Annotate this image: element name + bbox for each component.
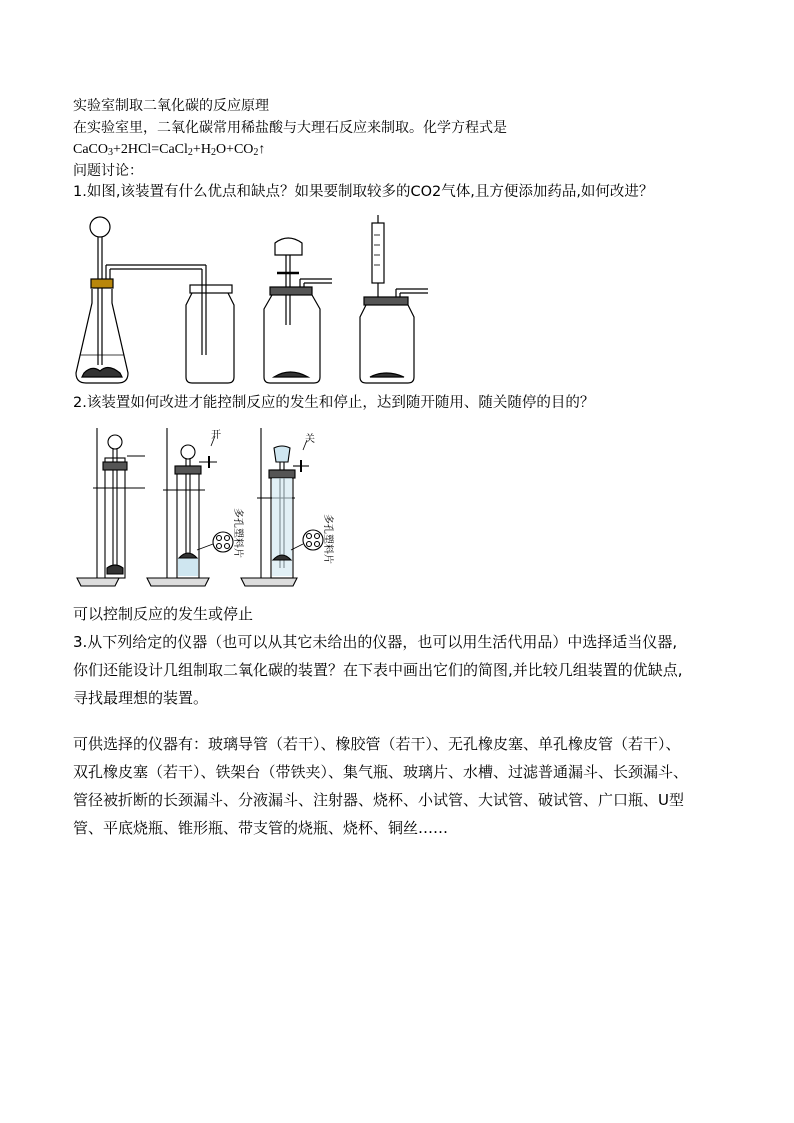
figure-2-apparatus [75, 418, 360, 593]
answer-2: 可以控制反应的发生或停止 [73, 605, 254, 623]
heading: 实验室制取二氧化碳的反应原理 [73, 98, 269, 114]
label-close: 关 [305, 434, 315, 445]
label-plate-1: 多孔塑料片 [232, 508, 243, 558]
label-open: 开 [211, 430, 221, 441]
discussion-label: 问题讨论： [73, 163, 143, 179]
question-1: 1.如图,该装置有什么优点和缺点？如果要制取较多的CO2气体,且方便添加药品,如何改进？ [73, 184, 654, 200]
intro-text: 在实验室里，二氧化碳常用稀盐酸与大理石反应来制取。化学方程式是 [73, 120, 507, 136]
figure-1-apparatus [70, 205, 440, 390]
label-plate-2: 多孔塑料片 [322, 514, 333, 564]
instrument-list: 可供选择的仪器有：玻璃导管（若干）、橡胶管（若干）、无孔橡皮塞、单孔橡皮管（若干）、 双孔橡皮塞（若干）、铁架台（带铁夹）、集气瓶、玻璃片、水槽、过滤普通漏斗、长颈漏斗、 管径被折断的长颈漏斗、分液漏斗、注射器、烧杯、小试管、大试管、破试管、广口瓶、U型 管、平底烧瓶、锥形瓶、带支管的烧瓶、烧杯、铜丝…… [73, 735, 689, 837]
question-3: 3.从下列给定的仪器（也可以从其它未给出的仪器，也可以用生活代用品）中选择适当仪器, 你们还能设计几组制取二氧化碳的装置？在下表中画出它们的简图,并比较几组装置的优缺点, 寻找最理想的装置。 [73, 633, 683, 707]
question-2: 2.该装置如何改进才能控制反应的发生和停止，达到随开随用、随关随停的目的？ [73, 395, 595, 411]
chemical-equation: $CaCO_3+2HCl=CaCl_2+H_2O+CO_2↑$ [73, 142, 266, 158]
